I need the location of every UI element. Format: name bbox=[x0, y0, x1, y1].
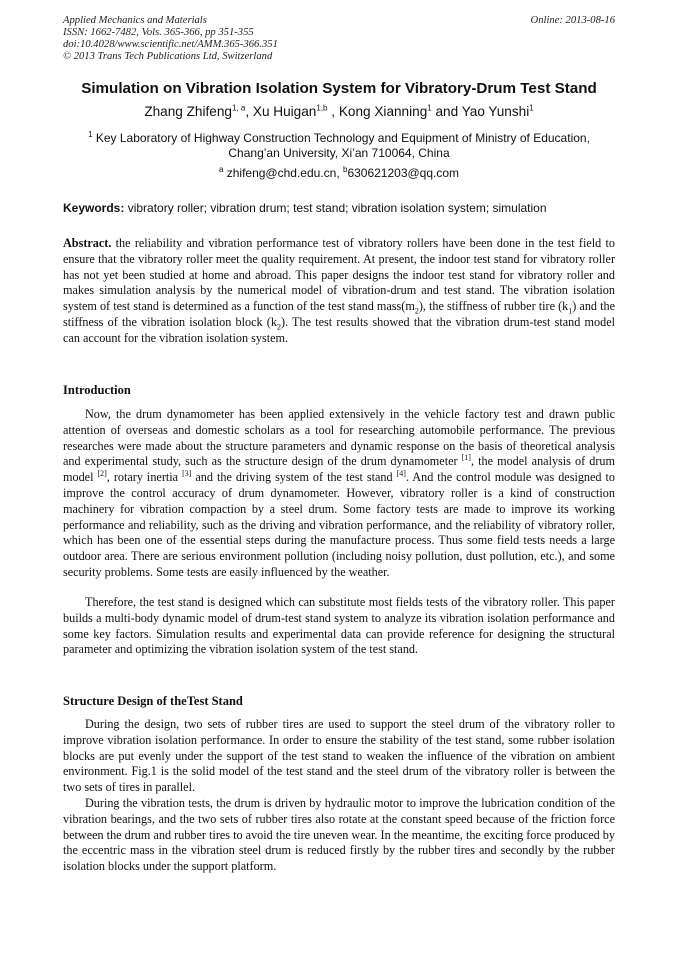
citation-ref[interactable]: [4] bbox=[396, 469, 406, 479]
citation-ref[interactable]: [2] bbox=[97, 469, 107, 479]
affiliation-line: Key Laboratory of Highway Construction Technology and Equipment of Ministry of Education, bbox=[92, 131, 590, 145]
keywords-text: vibratory roller; vibration drum; test stand; vibration isolation system; simulation bbox=[124, 201, 547, 215]
author-name: , Kong Xianning bbox=[327, 104, 428, 119]
author-name: and Yao Yunshi bbox=[431, 104, 530, 119]
affiliation-line: Chang’an University, Xi’an 710064, China bbox=[228, 146, 450, 160]
section-heading-structure: Structure Design of theTest Stand bbox=[63, 694, 243, 708]
paper-title: Simulation on Vibration Isolation System for Vibratory-Drum Test Stand bbox=[81, 80, 597, 97]
citation-ref[interactable]: [1] bbox=[461, 453, 471, 463]
author-list bbox=[0, 104, 678, 119]
author-affil-mark: 1 bbox=[529, 103, 534, 113]
author-affil-mark: 1, a bbox=[231, 103, 246, 113]
intro-paragraph-1: Now, the drum dynamometer has been applied extensively in the vehicle factory test and drawn public attention of overseas and domestic scholars as a tool for researching automobile performance. The previous researches were made about the structure parameters and dynamic response on the basis of theoretical analysis and experimental study, such as the structure design of the drum dynamometer [1], the model analysis of drum model [2], rotary inertia [3] and the driving system of the test stand [4]. And the control module was designed to improve the control accuracy of drum dynamometer. However, vibratory roller is a kind of construction machinery for vibration compaction by a steel drum. Some factory tests are made to improve its working performance and reliability, such as the driving and vibration performance, and the reliability of vibratory roller, which has been one of the essential steps during the manufacture process. Thus some field tests needs a large outdoor area. There are serious environment pollution (including noisy pollution, dust pollution, etc.), and some security problems. Some tests are easily influenced by the weather. bbox=[63, 407, 615, 579]
author-emails bbox=[0, 166, 678, 180]
affiliation bbox=[40, 131, 638, 161]
structure-paragraph-1: During the design, two sets of rubber tires are used to support the steel drum of the vibratory roller to improve vibration isolation performance. In order to ensure the stability of the test stand, some rubber isolation blocks are put evenly under the support of the test stand to weaken the influence of the vibration on ambient environment. Fig.1 is the solid model of the test stand and the steel drum of the vibratory roller is between the two sets of tires in parallel. bbox=[63, 717, 615, 795]
intro-paragraph-2: Therefore, the test stand is designed which can substitute most fields tests of the vibratory roller. This paper builds a multi-body dynamic model of drum-test stand system to analyze its vibration isolation performance and some key factors. Simulation results and experimental data can provide reference for designing the structural parameter and optimizing the vibration isolation system of the test stand. bbox=[63, 595, 615, 657]
citation-ref[interactable]: [3] bbox=[182, 469, 192, 479]
abstract: Abstract. the reliability and vibration performance test of vibratory rollers have been done in the test field to ensure that the vibratory roller meet the quality requirement. At present, the indoor test stand for vibratory roller has not yet been studied at home and abroad. This paper designs the indoor test stand for vibratory roller and makes simulation analysis by the numerical model of vibration-drum and test stand. The vibration isolation system of test stand is determined as a function of the test stand $mass(m_2)$, the stiffness of rubber tire $(k_1)$ and the stiffness of the vibration isolation block $(k_2)$. The test results showed that the vibration drum-test stand model can account for the vibration isolation system. bbox=[63, 236, 616, 345]
section-heading-introduction: Introduction bbox=[63, 383, 131, 397]
issn-line: ISSN: 1662-7482, Vols. 365-366, pp 351-355 bbox=[63, 27, 254, 38]
copyright-line: © 2013 Trans Tech Publications Ltd, Switzerland bbox=[63, 51, 273, 62]
online-date: Online: 2013-08-16 bbox=[530, 15, 615, 26]
author-name: , Xu Huigan bbox=[245, 104, 317, 119]
email-mark: b bbox=[342, 165, 348, 174]
affiliation-mark: 1 bbox=[88, 130, 93, 139]
email-link[interactable]: zhifeng@chd.edu.cn, bbox=[223, 166, 343, 180]
journal-header bbox=[63, 15, 615, 63]
email-mark: a bbox=[218, 165, 224, 174]
structure-paragraph-2: During the vibration tests, the drum is driven by hydraulic motor to improve the lubrication condition of the vibration bearings, and the two sets of rubber tires also rotate at the constant speed because of the friction force between the drum and rubber tires to avoid the tire uneven wear. In the meantime, the exciting force produced by the eccentric mass in the vibration steel drum is reduced firstly by the rubber tires and secondly by the rubber isolation blocks under the support platform. bbox=[63, 796, 615, 874]
author-affil-mark: 1 bbox=[427, 103, 432, 113]
author-name: Zhang Zhifeng bbox=[144, 104, 232, 119]
keywords bbox=[63, 201, 615, 215]
email-link[interactable]: 630621203@qq.com bbox=[347, 166, 460, 180]
abstract-label: Abstract. bbox=[63, 236, 112, 250]
author-affil-mark: 1,b bbox=[316, 103, 328, 113]
doi-line: doi:10.4028/www.scientific.net/AMM.365-366.351 bbox=[63, 39, 278, 50]
journal-name: Applied Mechanics and Materials bbox=[63, 15, 207, 26]
keywords-label: Keywords: bbox=[63, 201, 125, 215]
